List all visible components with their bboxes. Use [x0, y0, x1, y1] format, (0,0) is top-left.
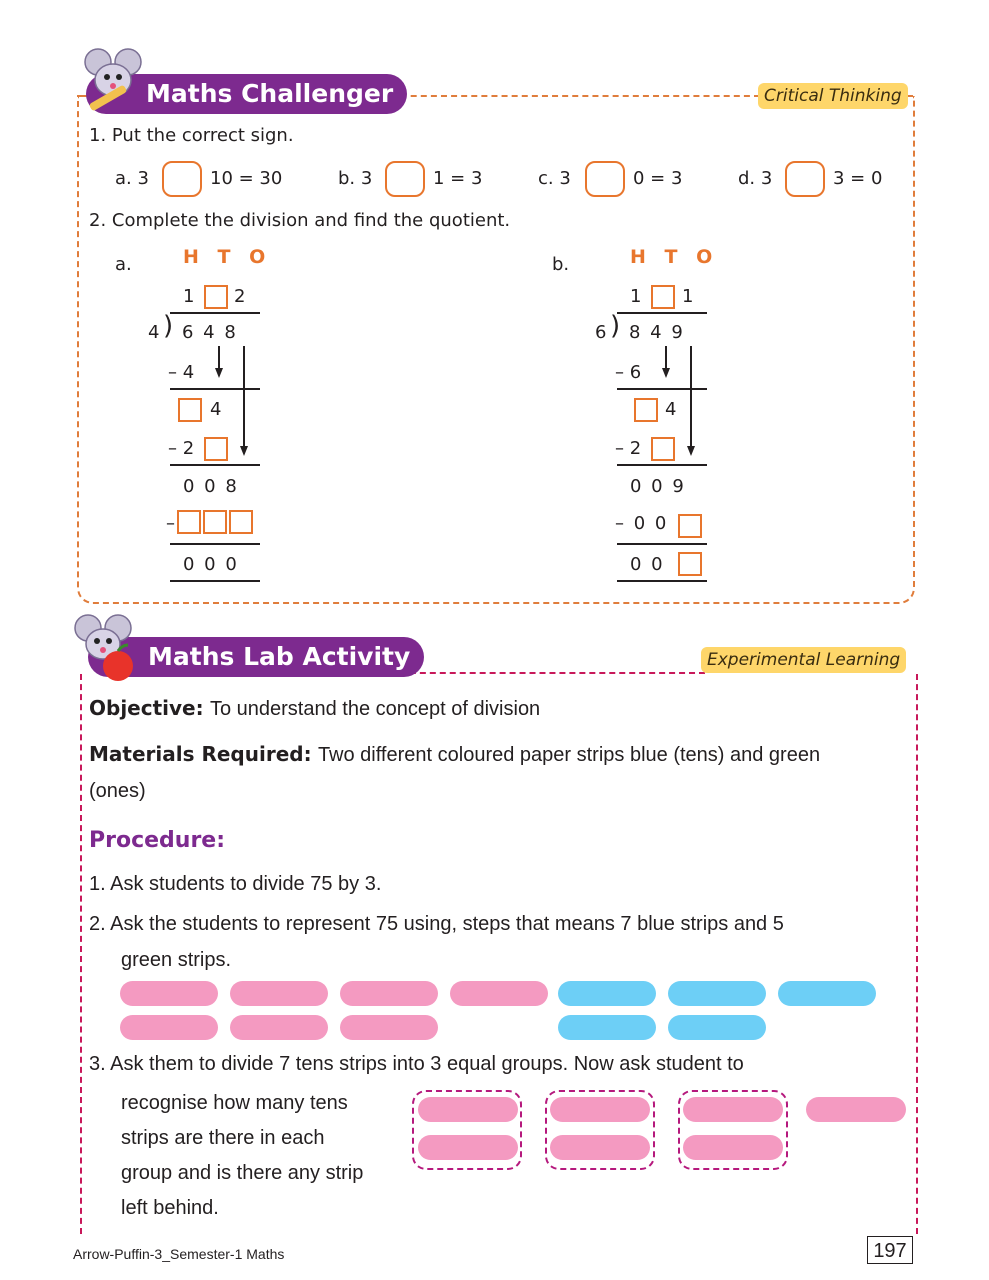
div-a-bracket-line [170, 312, 260, 314]
pink-strip [550, 1135, 650, 1160]
div-b-quotient-t-box[interactable] [651, 285, 675, 309]
step-3-cont [121, 1086, 401, 1226]
div-a-row2-box[interactable] [178, 398, 202, 422]
question-1: 1. Put the correct sign. [89, 125, 294, 146]
div-b-quotient-o: 1 [682, 286, 694, 307]
div-a-row3: – 2 [168, 438, 195, 459]
question-2: 2. Complete the division and find the quotient. [89, 210, 511, 231]
pink-strip [120, 1015, 218, 1040]
pink-strip [450, 981, 548, 1006]
div-a-line3 [170, 543, 260, 545]
div-a-row6: 0 0 0 [183, 554, 239, 575]
page-number: 197 [867, 1236, 913, 1264]
pink-strip [418, 1135, 518, 1160]
div-b-label: b. [552, 254, 570, 275]
div-a-bracket: ) [163, 311, 174, 341]
pink-strip [230, 1015, 328, 1040]
div-a-dividend: 6 4 8 [182, 322, 238, 343]
step-3-line: left behind. [121, 1197, 219, 1219]
mouse-apple-mascot-icon [66, 610, 146, 690]
q1c-right: 0 = 3 [633, 168, 683, 189]
objective-line [89, 695, 540, 722]
pink-strip [683, 1097, 783, 1122]
div-b-row3-box[interactable] [651, 437, 675, 461]
div-b-arrowhead2 [687, 446, 695, 456]
q1d-left: d. 3 [738, 168, 773, 189]
pink-strip [340, 1015, 438, 1040]
pink-strip [683, 1135, 783, 1160]
step-3-line: strips are there in each [121, 1127, 325, 1149]
div-a-line4 [170, 580, 260, 582]
pink-strip [230, 981, 328, 1006]
div-a-divisor: 4 [148, 322, 160, 343]
footer-book: Arrow-Puffin-3_Semester-1 Maths [73, 1246, 285, 1262]
div-b-arrow2 [690, 346, 692, 450]
div-b-row1: – 6 [615, 362, 642, 383]
div-b-arrowhead1 [662, 368, 670, 378]
div-b-row6-box[interactable] [678, 552, 702, 576]
q1d-right: 3 = 0 [833, 168, 883, 189]
div-a-row3-box[interactable] [204, 437, 228, 461]
q1a-left: a. 3 [115, 168, 149, 189]
div-b-line3 [617, 543, 707, 545]
div-a-row5-box-h[interactable] [177, 510, 201, 534]
materials-text: Two different coloured paper strips blue (tens) and green [317, 744, 821, 766]
q1a-right: 10 = 30 [210, 168, 283, 189]
objective-label: Objective: [89, 696, 204, 720]
step-2: 2. Ask the students to represent 75 using, steps that means 7 blue strips and 5 [89, 913, 784, 935]
div-b-row5: – 0 0 [615, 513, 669, 534]
div-b-divisor: 6 [595, 322, 607, 343]
objective-text: To understand the concept of division [209, 698, 541, 720]
materials-text-2: (ones) [89, 780, 146, 802]
pink-strip [340, 981, 438, 1006]
step-3-line: recognise how many tens [121, 1092, 348, 1114]
pink-strip [120, 981, 218, 1006]
div-a-row5-box-o[interactable] [229, 510, 253, 534]
blue-strip [558, 981, 656, 1006]
div-a-row1: – 4 [168, 362, 195, 383]
q1d-answer-box[interactable] [785, 161, 825, 197]
div-a-row5-box-t[interactable] [203, 510, 227, 534]
materials-label: Materials Required: [89, 742, 312, 766]
div-a-quotient-h: 1 [183, 286, 195, 307]
step-2-cont: green strips. [121, 949, 232, 971]
materials-line [89, 741, 909, 768]
div-b-row2-box[interactable] [634, 398, 658, 422]
div-b-line2 [617, 464, 707, 466]
q1b-right: 1 = 3 [433, 168, 483, 189]
blue-strip [558, 1015, 656, 1040]
blue-strip [668, 1015, 766, 1040]
step-1: 1. Ask students to divide 75 by 3. [89, 873, 382, 895]
div-b-dividend: 8 4 9 [629, 322, 685, 343]
experimental-learning-tag: Experimental Learning [701, 647, 906, 673]
blue-strip [778, 981, 876, 1006]
div-b-quotient-h: 1 [630, 286, 642, 307]
div-b-hto: H T O [630, 246, 719, 268]
mouse-mascot-icon [78, 44, 148, 114]
div-a-row4: 0 0 8 [183, 476, 239, 497]
pink-strip [418, 1097, 518, 1122]
div-b-bracket: ) [610, 311, 621, 341]
pink-strip-leftover [806, 1097, 906, 1122]
q1c-answer-box[interactable] [585, 161, 625, 197]
div-a-row5: – [166, 513, 175, 534]
div-b-row2-o: 4 [665, 399, 677, 420]
step-3-line: group and is there any strip [121, 1162, 364, 1184]
q1a-answer-box[interactable] [162, 161, 202, 197]
pink-strip [550, 1097, 650, 1122]
blue-strip [668, 981, 766, 1006]
div-b-row6: 0 0 [630, 554, 665, 575]
challenger-title: Maths Challenger [86, 74, 407, 114]
critical-thinking-tag: Critical Thinking [758, 83, 908, 109]
q1c-left: c. 3 [538, 168, 571, 189]
div-a-quotient-t-box[interactable] [204, 285, 228, 309]
q1b-answer-box[interactable] [385, 161, 425, 197]
div-a-row2-o: 4 [210, 399, 222, 420]
div-a-hto: H T O [183, 246, 272, 268]
div-a-label: a. [115, 254, 132, 275]
div-a-line2 [170, 464, 260, 466]
div-b-line4 [617, 580, 707, 582]
q1b-left: b. 3 [338, 168, 373, 189]
lab-title: Maths Lab Activity [88, 637, 424, 677]
step-3: 3. Ask them to divide 7 tens strips into 3 equal groups. Now ask student to [89, 1053, 744, 1075]
div-a-arrowhead1 [215, 368, 223, 378]
procedure-heading: Procedure: [89, 828, 226, 853]
div-a-arrow2 [243, 346, 245, 450]
div-b-bracket-line [617, 312, 707, 314]
div-a-line1 [170, 388, 260, 390]
div-a-arrowhead2 [240, 446, 248, 456]
div-b-row3: – 2 [615, 438, 642, 459]
div-b-line1 [617, 388, 707, 390]
div-b-row5-box[interactable] [678, 514, 702, 538]
div-b-row4: 0 0 9 [630, 476, 686, 497]
div-a-quotient-o: 2 [234, 286, 246, 307]
